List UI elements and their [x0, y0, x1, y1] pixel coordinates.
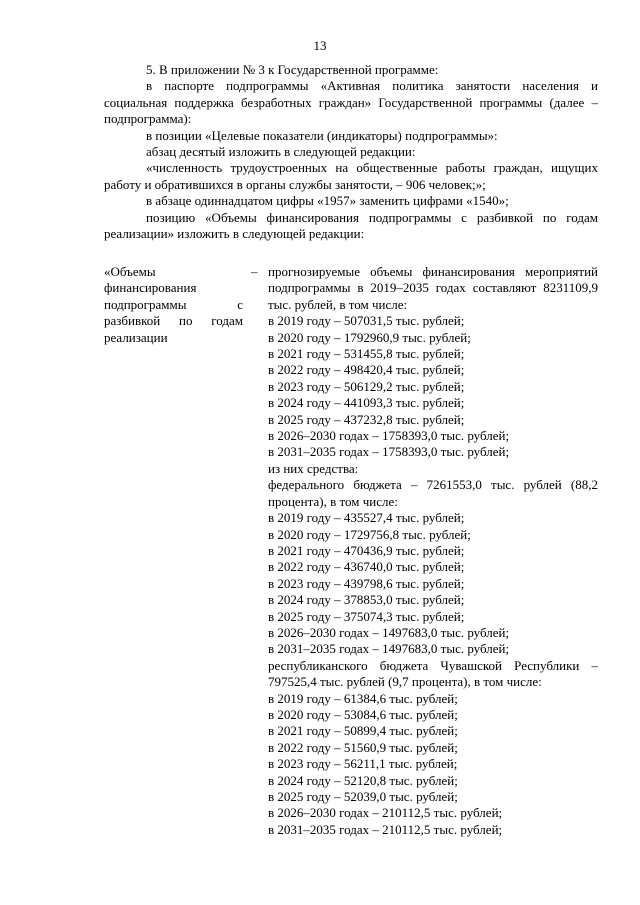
table-left-label: «Объемы финансирования подпрограммы с разбивкой по годам реализации — [104, 264, 243, 345]
financing-line: федерального бюджета – 7261553,0 тыс. рублей (88,2 процента), в том числе: — [268, 477, 598, 509]
financing-line: в 2021 году – 531455,8 тыс. рублей; — [268, 346, 465, 362]
table-right-column — [268, 264, 598, 838]
financing-line: в 2022 году – 436740,0 тыс. рублей; — [268, 559, 465, 575]
paragraph: 5. В приложении № 3 к Государственной программе: — [146, 62, 439, 77]
financing-line: в 2021 году – 470436,9 тыс. рублей; — [268, 542, 465, 558]
financing-line: в 2023 году – 439798,6 тыс. рублей; — [268, 575, 465, 591]
financing-line: в 2024 году – 378853,0 тыс. рублей; — [268, 592, 465, 608]
table-dash: – — [251, 264, 258, 279]
financing-line: в 2026–2030 годах – 1497683,0 тыс. рублей; — [268, 624, 510, 640]
financing-line: из них средства: — [268, 460, 359, 476]
paragraph: «численность трудоустроенных на общественные работы граждан, ищущих работу и обратившихся в органы службы занятости, – 906 человек;»; — [104, 160, 598, 192]
financing-line: в 2025 году – 52039,0 тыс. рублей; — [268, 789, 458, 804]
financing-line: в 2022 году – 498420,4 тыс. рублей; — [268, 362, 465, 378]
financing-line: в 2020 году – 53084,6 тыс. рублей; — [268, 706, 458, 722]
financing-line: в 2020 году – 1729756,8 тыс. рублей; — [268, 526, 471, 542]
paragraph: позицию «Объемы финансирования подпрограммы с разбивкой по годам реализации» изложить в следующей редакции: — [104, 209, 598, 242]
financing-line: в 2026–2030 годах – 1758393,0 тыс. рублей; — [268, 428, 510, 444]
financing-line: в 2019 году – 61384,6 тыс. рублей; — [268, 690, 458, 706]
financing-line: в 2020 году – 1792960,9 тыс. рублей; — [268, 329, 471, 345]
financing-line: в 2021 году – 50899,4 тыс. рублей; — [268, 723, 458, 739]
financing-line: в 2022 году – 51560,9 тыс. рублей; — [268, 739, 458, 755]
financing-line: в 2031–2035 годах – 210112,5 тыс. рублей; — [268, 821, 503, 837]
paragraph: абзац десятый изложить в следующей редакции: — [146, 144, 416, 160]
financing-line: в 2023 году – 506129,2 тыс. рублей; — [268, 378, 465, 394]
document-body — [104, 62, 598, 242]
paragraph: в абзаце одиннадцатом цифры «1957» заменить цифрами «1540»; — [146, 193, 509, 209]
paragraph: в паспорте подпрограммы «Активная политика занятости населения и социальная поддержка безработных граждан» Государственной программы (далее – подпрограмма): — [104, 78, 598, 127]
financing-line: в 2025 году – 375074,3 тыс. рублей; — [268, 608, 465, 624]
financing-line: в 2031–2035 годах – 1758393,0 тыс. рублей; — [268, 444, 510, 460]
paragraph: в позиции «Целевые показатели (индикаторы) подпрограммы»: — [146, 127, 498, 143]
financing-line: республиканского бюджета Чувашской Республики – 797525,4 тыс. рублей (9,7 процента), в том числе: — [268, 657, 598, 690]
financing-line: в 2024 году – 441093,3 тыс. рублей; — [268, 395, 465, 411]
financing-line: в 2025 году – 437232,8 тыс. рублей; — [268, 411, 465, 427]
financing-line: в 2019 году – 435527,4 тыс. рублей; — [268, 510, 465, 526]
page-number: 13 — [313, 38, 327, 53]
financing-line: в 2023 году – 56211,1 тыс. рублей; — [268, 756, 458, 772]
financing-line: прогнозируемые объемы финансирования мероприятий подпрограммы в 2019–2035 годах составляют 8231109,9 тыс. рублей, в том числе: — [268, 264, 598, 312]
financing-line: в 2019 году – 507031,5 тыс. рублей; — [268, 313, 465, 329]
financing-line: в 2031–2035 годах – 1497683,0 тыс. рублей; — [268, 641, 510, 657]
financing-line: в 2026–2030 годах – 210112,5 тыс. рублей; — [268, 805, 503, 821]
financing-line: в 2024 году – 52120,8 тыс. рублей; — [268, 772, 458, 788]
